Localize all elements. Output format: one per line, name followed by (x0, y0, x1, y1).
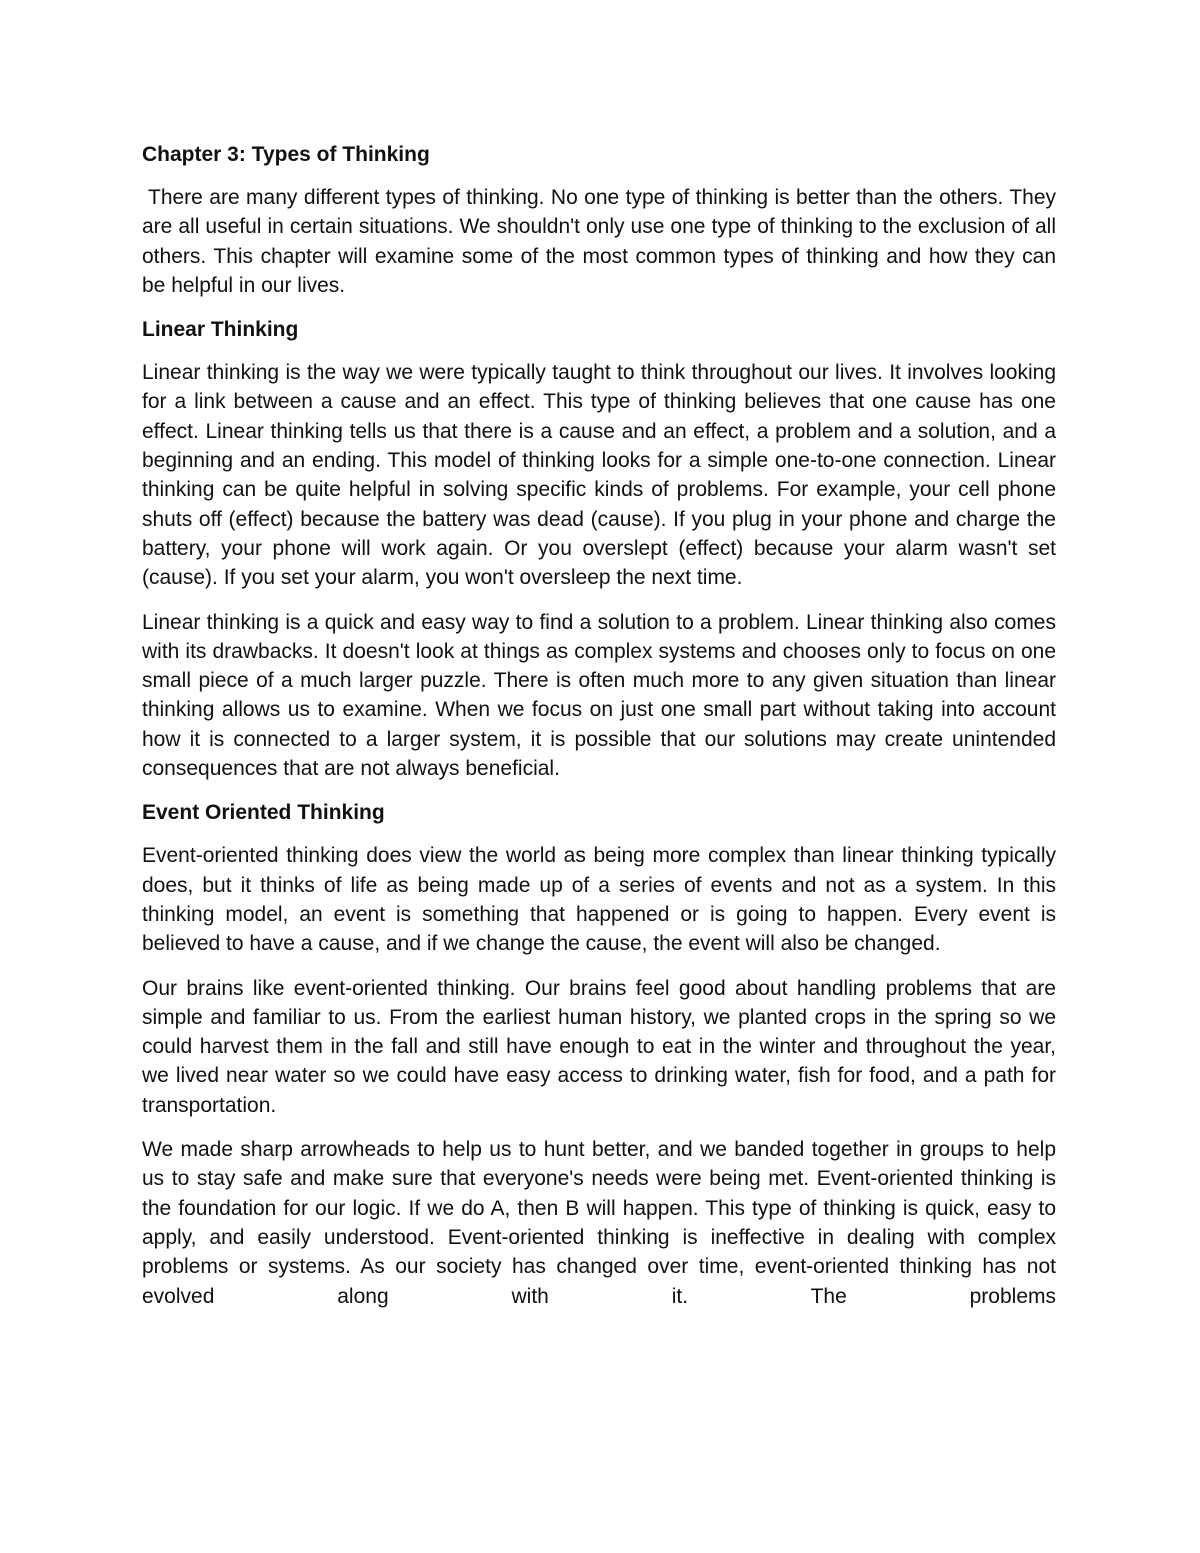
event-paragraph-2: Our brains like event-oriented thinking. Our brains feel good about handling problems that are simple and familiar to us. From the earliest human history, we planted crops in the spring so we could harvest them in the fall and still have enough to eat in the winter and throughout the year, we lived near water so we could have easy access to drinking water, fish for food, and a path for transportation. (142, 976, 1056, 1117)
section-heading-event-oriented: Event Oriented Thinking (142, 801, 385, 825)
document-page (142, 140, 1056, 1326)
chapter-title: Chapter 3: Types of Thinking (142, 143, 430, 166)
linear-paragraph-1: Linear thinking is the way we were typically taught to think throughout our lives. It involves looking for a link between a cause and an effect. This type of thinking believes that one cause has one effect. Linear thinking tells us that there is a cause and an effect, a problem and a solution, and a beginning and an ending. This model of thinking looks for a simple one-to-one connection. Linear thinking can be quite helpful in solving specific kinds of problems. For example, your cell phone shuts off (effect) because the battery was dead (cause). If you plug in your phone and charge the battery, your phone will work again. Or you overslept (effect) because your alarm wasn't set (cause). If you set your alarm, you won't oversleep the next time. (142, 361, 1056, 590)
event-paragraph-1: Event-oriented thinking does view the world as being more complex than linear thinking typically does, but it thinks of life as being made up of a series of events and not as a system. In this thinking model, an event is something that happened or is going to happen. Every event is believed to have a cause, and if we change the cause, the event will also be changed. (142, 844, 1056, 956)
linear-paragraph-2: Linear thinking is a quick and easy way to find a solution to a problem. Linear thinking also comes with its drawbacks. It doesn't look at things as complex systems and chooses only to focus on one small piece of a much larger puzzle. There is often much more to any given situation than linear thinking allows us to examine. When we focus on just one small part without taking into account how it is connected to a larger system, it is possible that our solutions may create unintended consequences that are not always beneficial. (142, 610, 1056, 781)
intro-paragraph: There are many different types of thinking. No one type of thinking is better than the others. They are all useful in certain situations. We shouldn't only use one type of thinking to the exclusion of all others. This chapter will examine some of the most common types of thinking and how they can be helpful in our lives. (142, 186, 1056, 297)
event-paragraph-3: We made sharp arrowheads to help us to hunt better, and we banded together in groups to help us to stay safe and make sure that everyone's needs were being met. Event-oriented thinking is the foundation for our logic. If we do A, then B will happen. This type of thinking is quick, easy to apply, and easily understood. Event-oriented thinking is ineffective in dealing with complex problems or systems. As our society has changed over time, event-oriented thinking has not evolved along with it. The problems (142, 1138, 1056, 1308)
section-heading-linear: Linear Thinking (142, 318, 299, 342)
